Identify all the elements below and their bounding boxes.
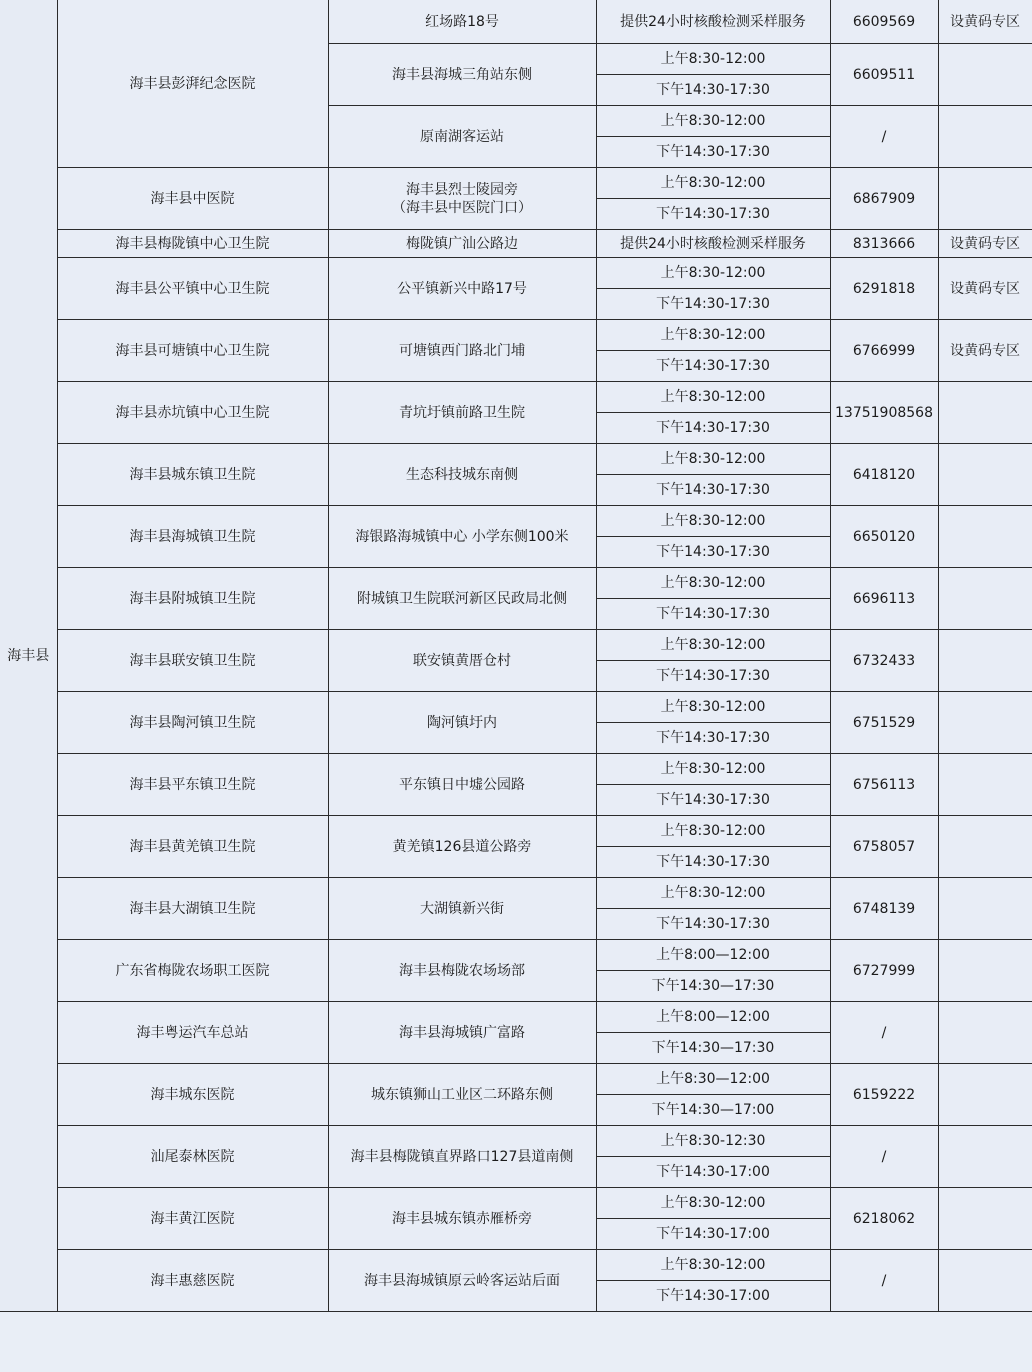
site-address: 平东镇日中墟公园路 xyxy=(328,754,596,816)
table-row xyxy=(0,382,1032,413)
morning-hours: 上午8:30—12:00 xyxy=(596,1064,830,1095)
afternoon-hours: 下午14:30-17:30 xyxy=(596,785,830,816)
table-row xyxy=(0,230,1032,258)
yellow-code-note xyxy=(938,168,1032,230)
site-address: 梅陇镇广汕公路边 xyxy=(328,230,596,258)
hospital-name: 汕尾泰林医院 xyxy=(57,1126,328,1188)
yellow-code-note xyxy=(938,106,1032,168)
hospital-name: 海丰惠慈医院 xyxy=(57,1250,328,1312)
phone-number: 6732433 xyxy=(830,630,938,692)
yellow-code-note xyxy=(938,754,1032,816)
table-row xyxy=(0,816,1032,847)
site-address: 海银路海城镇中心 小学东侧100米 xyxy=(328,506,596,568)
morning-hours: 上午8:30-12:00 xyxy=(596,44,830,75)
table-row xyxy=(0,1126,1032,1157)
morning-hours: 上午8:30-12:00 xyxy=(596,382,830,413)
site-address: 红场路18号 xyxy=(328,0,596,44)
hospital-name: 海丰县公平镇中心卫生院 xyxy=(57,258,328,320)
yellow-code-note xyxy=(938,1188,1032,1250)
site-address: 海丰县梅陇农场场部 xyxy=(328,940,596,1002)
hospital-name: 广东省梅陇农场职工医院 xyxy=(57,940,328,1002)
site-address: 城东镇狮山工业区二环路东侧 xyxy=(328,1064,596,1126)
yellow-code-note xyxy=(938,1002,1032,1064)
hospital-name: 海丰黄江医院 xyxy=(57,1188,328,1250)
yellow-code-note xyxy=(938,1250,1032,1312)
morning-hours: 上午8:30-12:00 xyxy=(596,630,830,661)
afternoon-hours: 下午14:30-17:30 xyxy=(596,723,830,754)
yellow-code-note xyxy=(938,506,1032,568)
phone-number: 6609511 xyxy=(830,44,938,106)
afternoon-hours: 下午14:30-17:00 xyxy=(596,1219,830,1250)
yellow-code-note xyxy=(938,568,1032,630)
site-address: 海丰县海城镇原云岭客运站后面 xyxy=(328,1250,596,1312)
yellow-code-note: 设黄码专区 xyxy=(938,258,1032,320)
table-row xyxy=(0,1064,1032,1095)
hospital-name: 海丰县海城镇卫生院 xyxy=(57,506,328,568)
morning-hours: 上午8:30-12:00 xyxy=(596,506,830,537)
table-row xyxy=(0,0,1032,44)
afternoon-hours: 下午14:30-17:30 xyxy=(596,351,830,382)
hospital-name: 海丰县平东镇卫生院 xyxy=(57,754,328,816)
afternoon-hours: 下午14:30-17:30 xyxy=(596,909,830,940)
hospital-name: 海丰城东医院 xyxy=(57,1064,328,1126)
county-cell: 海丰县 xyxy=(0,0,57,1312)
morning-hours: 上午8:30-12:00 xyxy=(596,816,830,847)
phone-number: / xyxy=(830,1126,938,1188)
phone-number: 6159222 xyxy=(830,1064,938,1126)
table-row xyxy=(0,444,1032,475)
morning-hours: 上午8:30-12:00 xyxy=(596,444,830,475)
hospital-name: 海丰县梅陇镇中心卫生院 xyxy=(57,230,328,258)
hospital-name: 海丰县彭湃纪念医院 xyxy=(57,0,328,168)
phone-number: 13751908568 xyxy=(830,382,938,444)
phone-number: 6867909 xyxy=(830,168,938,230)
yellow-code-note xyxy=(938,692,1032,754)
phone-number: 6766999 xyxy=(830,320,938,382)
table-row xyxy=(0,940,1032,971)
hospital-name: 海丰县黄羌镇卫生院 xyxy=(57,816,328,878)
morning-hours: 上午8:30-12:00 xyxy=(596,878,830,909)
site-address: 大湖镇新兴街 xyxy=(328,878,596,940)
yellow-code-note: 设黄码专区 xyxy=(938,230,1032,258)
yellow-code-note xyxy=(938,940,1032,1002)
morning-hours: 上午8:30-12:00 xyxy=(596,258,830,289)
phone-number: 6751529 xyxy=(830,692,938,754)
afternoon-hours: 下午14:30—17:30 xyxy=(596,971,830,1002)
phone-number: 6650120 xyxy=(830,506,938,568)
afternoon-hours: 下午14:30—17:00 xyxy=(596,1095,830,1126)
afternoon-hours: 下午14:30-17:00 xyxy=(596,1281,830,1312)
phone-number: 6727999 xyxy=(830,940,938,1002)
phone-number: 8313666 xyxy=(830,230,938,258)
site-address: 青坑圩镇前路卫生院 xyxy=(328,382,596,444)
service-hours: 提供24小时核酸检测采样服务 xyxy=(596,230,830,258)
afternoon-hours: 下午14:30-17:30 xyxy=(596,537,830,568)
morning-hours: 上午8:30-12:00 xyxy=(596,1188,830,1219)
phone-number: / xyxy=(830,106,938,168)
phone-number: 6756113 xyxy=(830,754,938,816)
site-address: 生态科技城东南侧 xyxy=(328,444,596,506)
morning-hours: 上午8:30-12:00 xyxy=(596,754,830,785)
site-address: 海丰县城东镇赤雁桥旁 xyxy=(328,1188,596,1250)
yellow-code-note xyxy=(938,630,1032,692)
morning-hours: 上午8:30-12:00 xyxy=(596,106,830,137)
site-address: 联安镇黄厝仓村 xyxy=(328,630,596,692)
table-row xyxy=(0,506,1032,537)
table-row xyxy=(0,630,1032,661)
hospital-name: 海丰县可塘镇中心卫生院 xyxy=(57,320,328,382)
afternoon-hours: 下午14:30—17:30 xyxy=(596,1033,830,1064)
yellow-code-note xyxy=(938,382,1032,444)
yellow-code-note: 设黄码专区 xyxy=(938,320,1032,382)
afternoon-hours: 下午14:30-17:30 xyxy=(596,413,830,444)
phone-number: / xyxy=(830,1250,938,1312)
site-address: 陶河镇圩内 xyxy=(328,692,596,754)
afternoon-hours: 下午14:30-17:30 xyxy=(596,661,830,692)
hospital-name: 海丰粤运汽车总站 xyxy=(57,1002,328,1064)
afternoon-hours: 下午14:30-17:30 xyxy=(596,137,830,168)
site-address: 原南湖客运站 xyxy=(328,106,596,168)
site-address: 可塘镇西门路北门埔 xyxy=(328,320,596,382)
table-row xyxy=(0,878,1032,909)
hospital-name: 海丰县赤坑镇中心卫生院 xyxy=(57,382,328,444)
table-row xyxy=(0,320,1032,351)
table-row xyxy=(0,692,1032,723)
morning-hours: 上午8:30-12:00 xyxy=(596,1250,830,1281)
hospital-name: 海丰县中医院 xyxy=(57,168,328,230)
site-address: 海丰县梅陇镇直界路口127县道南侧 xyxy=(328,1126,596,1188)
yellow-code-note: 设黄码专区 xyxy=(938,0,1032,44)
afternoon-hours: 下午14:30-17:30 xyxy=(596,599,830,630)
morning-hours: 上午8:30-12:30 xyxy=(596,1126,830,1157)
table-row xyxy=(0,168,1032,199)
phone-number: 6418120 xyxy=(830,444,938,506)
site-address: 附城镇卫生院联河新区民政局北侧 xyxy=(328,568,596,630)
afternoon-hours: 下午14:30-17:30 xyxy=(596,289,830,320)
hospital-name: 海丰县陶河镇卫生院 xyxy=(57,692,328,754)
table-row xyxy=(0,754,1032,785)
morning-hours: 上午8:30-12:00 xyxy=(596,168,830,199)
hospital-name: 海丰县联安镇卫生院 xyxy=(57,630,328,692)
phone-number: / xyxy=(830,1002,938,1064)
site-address: 海丰县海城三角站东侧 xyxy=(328,44,596,106)
yellow-code-note xyxy=(938,816,1032,878)
table-row xyxy=(0,1188,1032,1219)
site-address: 海丰县海城镇广富路 xyxy=(328,1002,596,1064)
phone-number: 6291818 xyxy=(830,258,938,320)
phone-number: 6748139 xyxy=(830,878,938,940)
hospital-name: 海丰县大湖镇卫生院 xyxy=(57,878,328,940)
morning-hours: 上午8:30-12:00 xyxy=(596,320,830,351)
yellow-code-note xyxy=(938,878,1032,940)
afternoon-hours: 下午14:30-17:30 xyxy=(596,75,830,106)
table-row xyxy=(0,1002,1032,1033)
phone-number: 6609569 xyxy=(830,0,938,44)
service-hours: 提供24小时核酸检测采样服务 xyxy=(596,0,830,44)
site-address: 公平镇新兴中路17号 xyxy=(328,258,596,320)
table-row xyxy=(0,1250,1032,1281)
afternoon-hours: 下午14:30-17:30 xyxy=(596,475,830,506)
yellow-code-note xyxy=(938,1064,1032,1126)
morning-hours: 上午8:00—12:00 xyxy=(596,1002,830,1033)
afternoon-hours: 下午14:30-17:30 xyxy=(596,199,830,230)
yellow-code-note xyxy=(938,1126,1032,1188)
table-row xyxy=(0,258,1032,289)
morning-hours: 上午8:30-12:00 xyxy=(596,568,830,599)
morning-hours: 上午8:00—12:00 xyxy=(596,940,830,971)
morning-hours: 上午8:30-12:00 xyxy=(596,692,830,723)
yellow-code-note xyxy=(938,44,1032,106)
site-address: 黄羌镇126县道公路旁 xyxy=(328,816,596,878)
phone-number: 6218062 xyxy=(830,1188,938,1250)
afternoon-hours: 下午14:30-17:30 xyxy=(596,847,830,878)
hospital-name: 海丰县城东镇卫生院 xyxy=(57,444,328,506)
phone-number: 6758057 xyxy=(830,816,938,878)
yellow-code-note xyxy=(938,444,1032,506)
site-address: 海丰县烈士陵园旁 （海丰县中医院门口） xyxy=(328,168,596,230)
afternoon-hours: 下午14:30-17:00 xyxy=(596,1157,830,1188)
phone-number: 6696113 xyxy=(830,568,938,630)
table-row xyxy=(0,568,1032,599)
hospital-name: 海丰县附城镇卫生院 xyxy=(57,568,328,630)
